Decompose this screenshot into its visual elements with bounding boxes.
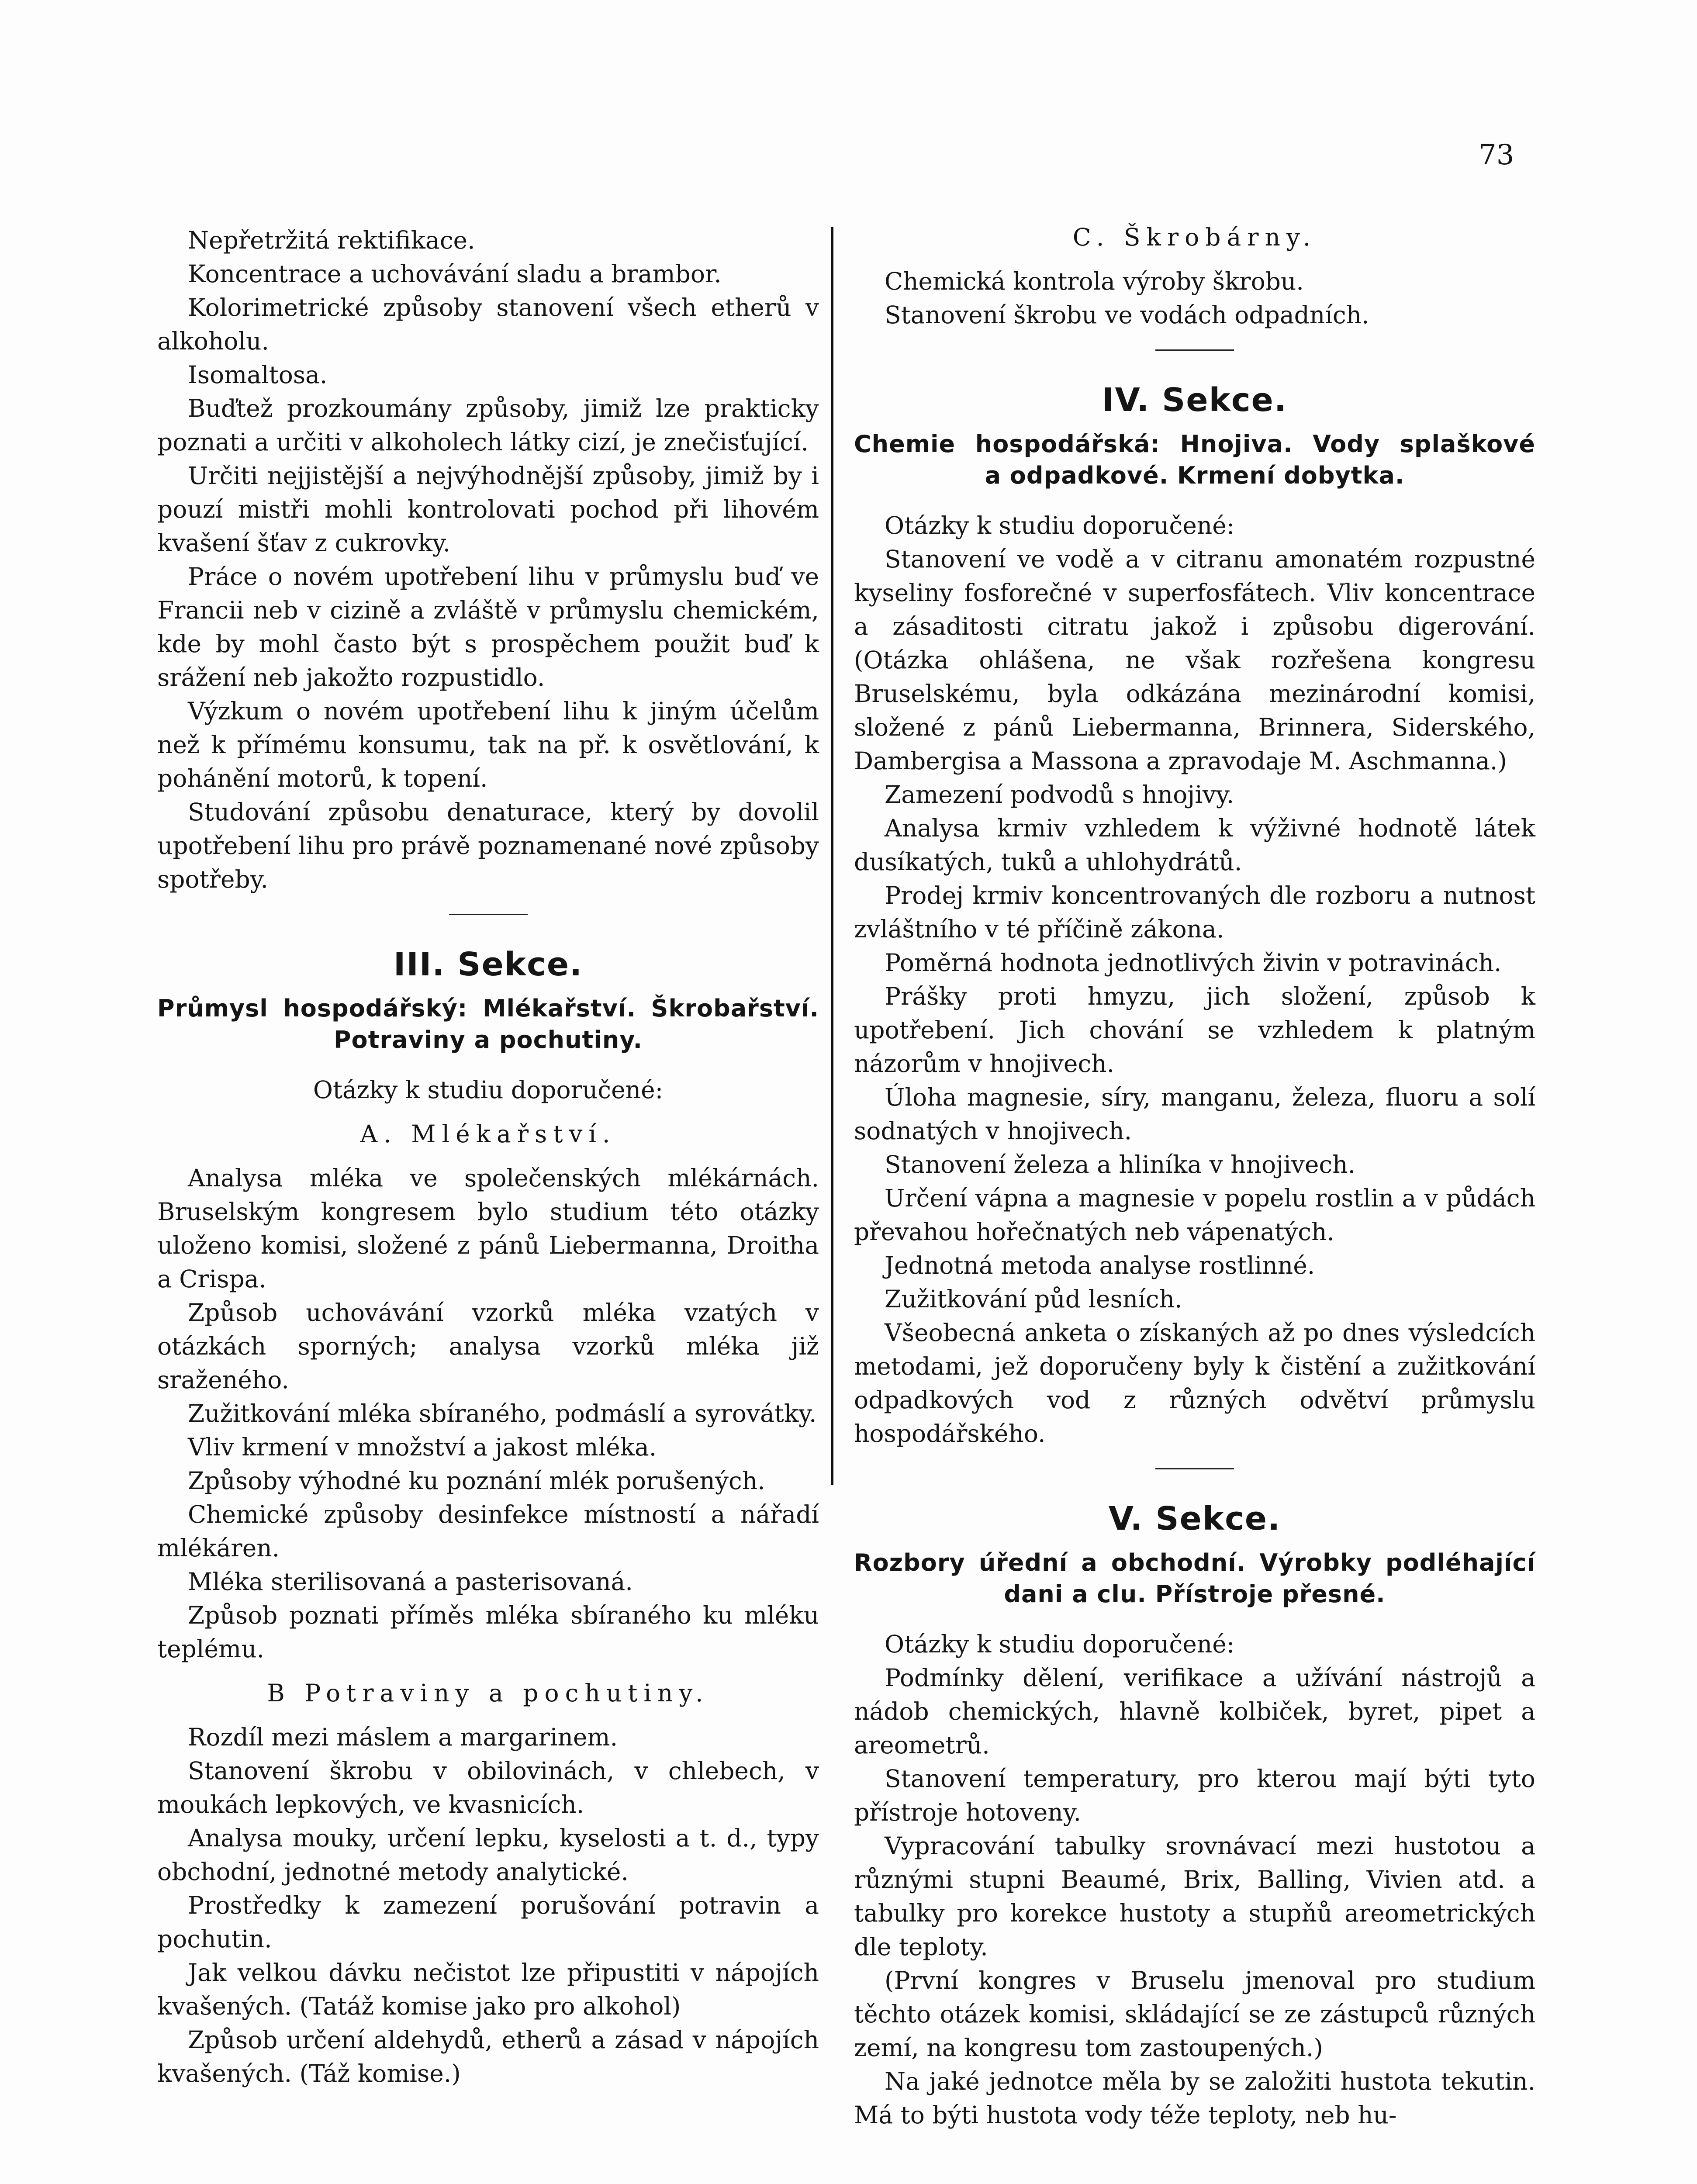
list-item: Stanovení ve vodě a v citranu amonatém rozpustné kyseliny fosforečné v superfosfátech. Vliv koncentrace a zásaditosti citratu jakož i způsobu digerování. (Otázka ohlášena, ne však rozřešena kongresu Bruselskému, byla odkázána mezinárodní komisi, složené z pánů Liebermanna, Brinnera, Siderského, Dambergisa a Massona a zpravodaje M. Aschmanna.): [854, 545, 1535, 775]
paragraph: Buďtež prozkoumány způsoby, jimiž lze prakticky poznati a určiti v alkoholech látky cizí, je znečisťující.: [157, 394, 819, 456]
list-item: Vypracování tabulky srovnávací mezi hustotou a různými stupni Beaumé, Brix, Balling, Vivien atd. a tabulky pro korekce hustoty a stupňů areometrických dle teploty.: [854, 1832, 1535, 1961]
section-subtitle-line: a odpadkové. Krmení dobytka.: [985, 462, 1405, 489]
section-subtitle-line: dani a clu. Přístroje přesné.: [1004, 1580, 1386, 1608]
section-heading: V. Sekce.: [1108, 1500, 1281, 1538]
questions-label: Otázky k studiu doporučené:: [885, 1630, 1235, 1658]
list-item: Všeobecná anketa o získaných až po dnes výsledcích metodami, jež doporučeny byly k čistění a zužitkování odpadkových vod z různých odvětví průmyslu hospodářského.: [854, 1319, 1535, 1448]
list-item: Zužitkování půd lesních.: [885, 1285, 1182, 1313]
paragraph: Práce o novém upotřebení lihu v průmyslu buď ve Francii neb v cizině a zvláště v průmyslu chemickém, kde by mohl často být s prospěchem použit buď k srážení neb jakožto rozpustidlo.: [157, 563, 819, 691]
list-item: Způsob určení aldehydů, etherů a zásad v nápojích kvašených. (Táž komise.): [157, 2026, 819, 2087]
list-item: Způsoby výhodné ku poznání mlék porušených.: [188, 1467, 765, 1495]
paragraph: Isomaltosa.: [188, 361, 328, 389]
section-heading: III. Sekce.: [393, 946, 583, 983]
section-subtitle-line: Rozbory úřední a obchodní. Výrobky podléhající: [854, 1549, 1535, 1576]
list-item: Zužitkování mléka sbíraného, podmáslí a syrovátky.: [188, 1400, 817, 1427]
section-subtitle-line: Chemie hospodářská: Hnojiva. Vody splaškové: [854, 430, 1535, 458]
paragraph: Určiti nejjistější a nejvýhodnější způsoby, jimiž by i pouzí mistři mohli kontrolovati pochod při lihovém kvašení šťav z cukrovky.: [157, 462, 819, 557]
list-item: Jak velkou dávku nečistot lze připustiti v nápojích kvašených. (Tatáž komise jako pro alkohol): [157, 1959, 819, 2020]
list-item: Rozdíl mezi máslem a margarinem.: [188, 1723, 618, 1751]
list-item: Poměrná hodnota jednotlivých živin v potravinách.: [885, 949, 1502, 977]
list-item: Prodej krmiv koncentrovaných dle rozboru a nutnost zvláštního v té příčině zákona.: [854, 881, 1535, 943]
list-item: Analysa mouky, určení lepku, kyselosti a t. d., typy obchodní, jednotné metody analytické.: [157, 1824, 819, 1886]
list-item: Stanovení škrobu v obilovinách, v chlebech, v moukách lepkových, ve kvasnicích.: [157, 1757, 819, 1818]
list-item: Vliv krmení v množství a jakost mléka.: [188, 1433, 657, 1461]
list-item: Chemické způsoby desinfekce místností a nářadí mlékáren.: [157, 1500, 819, 1562]
section-rule: [449, 914, 528, 915]
section-subtitle: [854, 1547, 1535, 1610]
section-subtitle: [157, 993, 819, 1056]
column-divider: [831, 227, 833, 1485]
section-subtitle: [854, 429, 1535, 491]
list-item: Chemická kontrola výroby škrobu.: [885, 267, 1304, 295]
subsection-title: B Potraviny a pochutiny.: [267, 1679, 709, 1707]
section-subtitle-line: Průmysl hospodářský: Mlékařství. Škrobařství.: [157, 995, 819, 1022]
paragraph: Výzkum o novém upotřebení lihu k jiným účelům než k přímému konsumu, tak na př. k osvětlování, k pohánění motorů, k topení.: [157, 697, 819, 792]
list-item: Zamezení podvodů s hnojivy.: [885, 781, 1234, 809]
list-item: Jednotná metoda analyse rostlinné.: [885, 1251, 1315, 1279]
paragraph: Nepřetržitá rektifikace.: [188, 226, 475, 254]
list-item: Stanovení železa a hliníka v hnojivech.: [885, 1151, 1356, 1178]
questions-label: Otázky k studiu doporučené:: [885, 511, 1235, 539]
paragraph: Kolorimetrické způsoby stanovení všech etherů v alkoholu.: [157, 294, 819, 355]
questions-label: Otázky k studiu doporučené:: [313, 1076, 664, 1104]
list-item: Analysa krmiv vzhledem k výživné hodnotě látek dusíkatých, tuků a uhlohydrátů.: [854, 814, 1535, 876]
section-rule: [1155, 1468, 1234, 1469]
list-item: Prášky proti hmyzu, jich složení, způsob k upotřebení. Jich chování se vzhledem k platným názorům v hnojivech.: [854, 982, 1535, 1078]
page-number: 73: [1479, 139, 1514, 171]
list-item: Určení vápna a magnesie v popelu rostlin a v půdách převahou hořečnatých neb vápenatých.: [854, 1184, 1535, 1246]
section-heading: IV. Sekce.: [1102, 381, 1287, 419]
list-item: (První kongres v Bruselu jmenoval pro studium těchto otázek komisi, skládající se ze zástupců různých zemí, na kongresu tom zastoupených.): [854, 1966, 1535, 2062]
list-item: Na jaké jednotce měla by se založiti hustota tekutin. Má to býti hustota vody téže teploty, neb hu-: [854, 2067, 1535, 2129]
paragraph: Studování způsobu denaturace, který by dovolil upotřebení lihu pro právě poznamenané nové způsoby spotřeby.: [157, 798, 819, 893]
list-item: Prostředky k zamezení porušování potravin a pochutin.: [157, 1891, 819, 1953]
section-rule: [1155, 349, 1234, 351]
list-item: Způsob poznati příměs mléka sbíraného ku mléku teplému.: [157, 1601, 819, 1663]
list-item: Analysa mléka ve společenských mlékárnách. Bruselským kongresem bylo studium této otázky uloženo komisi, složené z pánů Liebermanna, Droitha a Crispa.: [157, 1164, 819, 1293]
right-column: [854, 221, 1535, 2132]
subsection-title: A. Mlékařství.: [360, 1120, 616, 1148]
list-item: Stanovení škrobu ve vodách odpadních.: [885, 301, 1369, 329]
subsection-title: C. Škrobárny.: [1072, 223, 1317, 251]
section-subtitle-line: Potraviny a pochutiny.: [333, 1026, 643, 1054]
list-item: Úloha magnesie, síry, manganu, železa, fluoru a solí sodnatých v hnojivech.: [854, 1083, 1535, 1145]
list-item: Způsob uchovávání vzorků mléka vzatých v otázkách sporných; analysa vzorků mléka již sraženého.: [157, 1299, 819, 1394]
list-item: Podmínky dělení, verifikace a užívání nástrojů a nádob chemických, hlavně kolbiček, byret, pipet a areometrů.: [854, 1664, 1535, 1759]
paragraph: Koncentrace a uchovávání sladu a brambor.: [188, 260, 722, 288]
list-item: Mléka sterilisovaná a pasterisovaná.: [188, 1568, 633, 1596]
left-column: [157, 224, 819, 2091]
list-item: Stanovení temperatury, pro kterou mají býti tyto přístroje hotoveny.: [854, 1765, 1535, 1826]
